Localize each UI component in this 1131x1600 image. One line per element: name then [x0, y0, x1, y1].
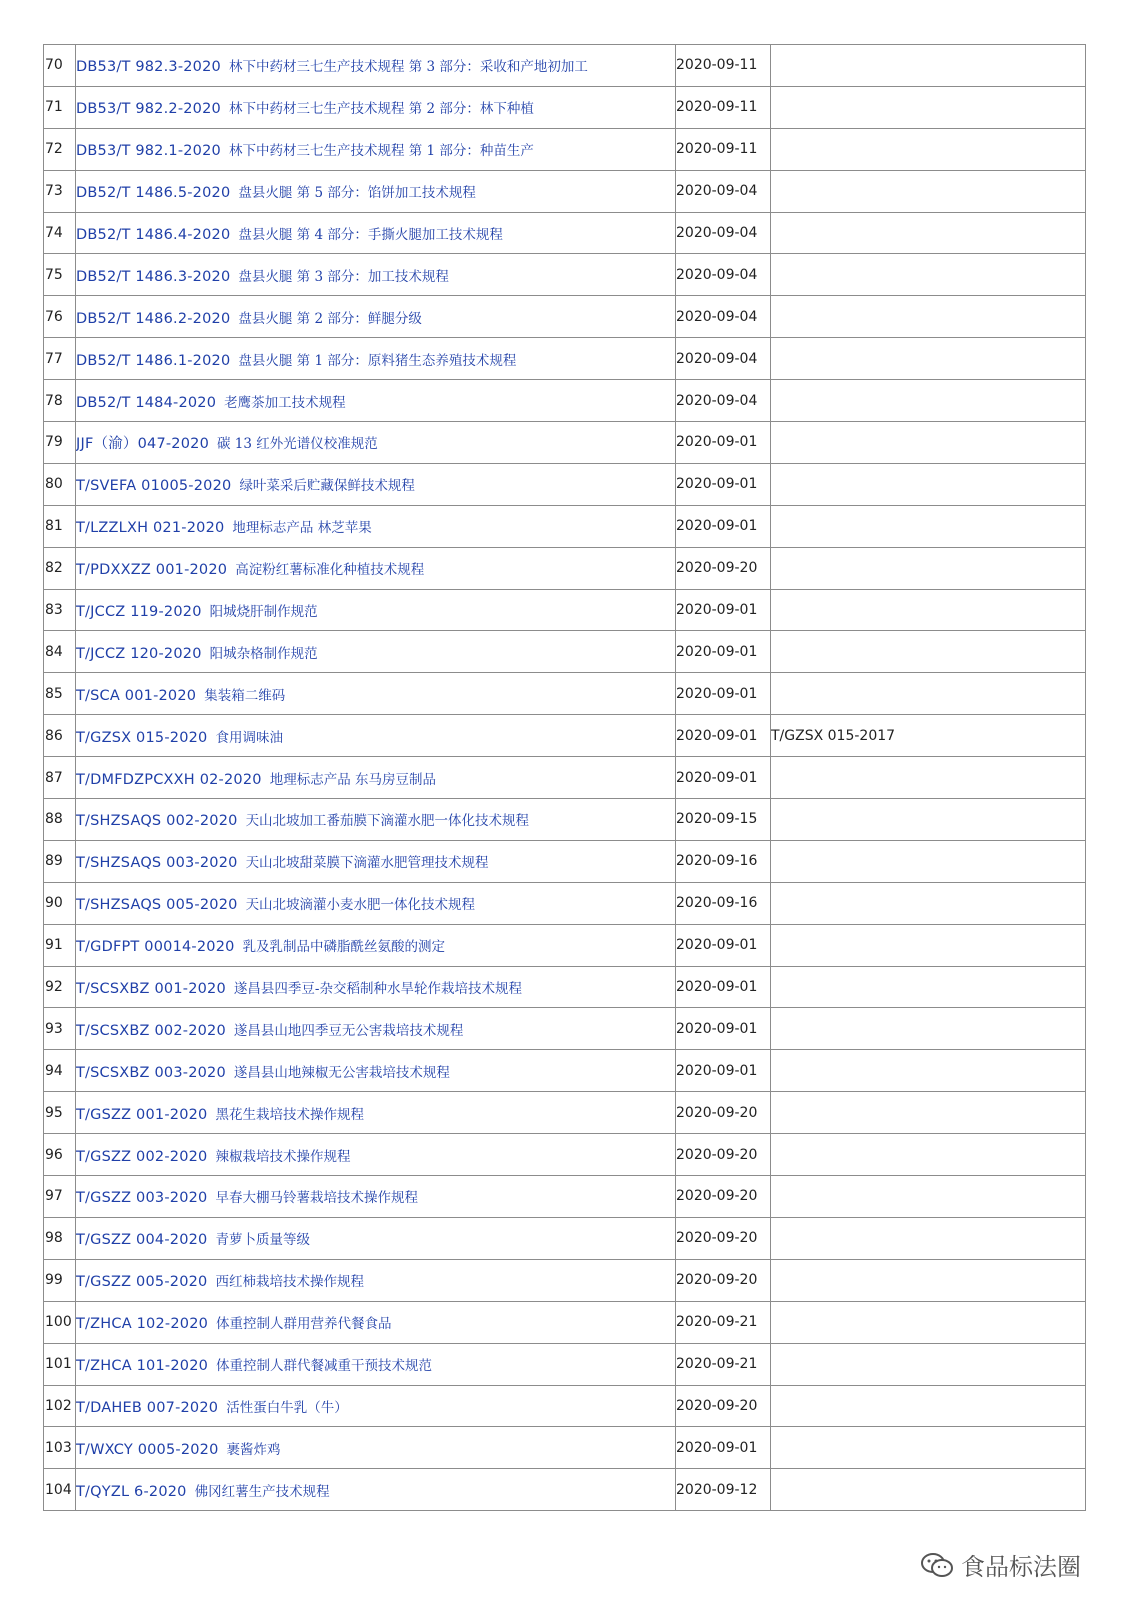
- table-row: [44, 422, 1086, 464]
- standard-code-link[interactable]: T/JCCZ 120-2020: [76, 645, 202, 662]
- replaced-standard: [771, 589, 1086, 631]
- standard-title-link[interactable]: 地理标志产品 林芝苹果: [232, 520, 372, 537]
- implementation-date: 2020-09-01: [676, 505, 771, 547]
- row-number: 76: [44, 296, 76, 338]
- implementation-date: 2020-09-20: [676, 1259, 771, 1301]
- standard-title-link[interactable]: 青萝卜质量等级: [215, 1232, 310, 1249]
- table-row: [44, 840, 1086, 882]
- implementation-date: 2020-09-01: [676, 715, 771, 757]
- standard-cell: [76, 1301, 676, 1343]
- table-row: [44, 547, 1086, 589]
- standard-cell: [76, 1134, 676, 1176]
- implementation-date: 2020-09-21: [676, 1301, 771, 1343]
- standard-title-link[interactable]: 活性蛋白牛乳（牛）: [226, 1399, 348, 1416]
- implementation-date: 2020-09-01: [676, 631, 771, 673]
- replaced-standard: [771, 547, 1086, 589]
- standard-title-link[interactable]: 盘县火腿 第 2 部分：鲜腿分级: [238, 310, 422, 327]
- replaced-standard: [771, 463, 1086, 505]
- standard-title-link[interactable]: 乳及乳制品中磷脂酰丝氨酸的测定: [242, 939, 446, 956]
- standard-title-link[interactable]: 体重控制人群代餐减重干预技术规范: [216, 1358, 433, 1375]
- replaced-standard: [771, 1301, 1086, 1343]
- implementation-date: 2020-09-11: [676, 45, 771, 87]
- standard-title-link[interactable]: 遂昌县山地辣椒无公害栽培技术规程: [233, 1064, 450, 1081]
- replaced-standard: [771, 212, 1086, 254]
- standard-title-link[interactable]: 阳城杂格制作规范: [209, 645, 318, 662]
- table-row: [44, 86, 1086, 128]
- row-number: 99: [44, 1259, 76, 1301]
- standard-cell: [76, 1050, 676, 1092]
- standard-code-link[interactable]: T/GZSX 015-2020: [76, 729, 208, 746]
- standard-cell: [76, 589, 676, 631]
- implementation-date: 2020-09-12: [676, 1469, 771, 1511]
- standard-title-link[interactable]: 天山北坡滴灌小麦水肥一体化技术规程: [245, 897, 476, 914]
- standard-title-link[interactable]: 地理标志产品 东马房豆制品: [269, 771, 436, 788]
- standard-code-link[interactable]: T/GSZZ 003-2020: [76, 1190, 208, 1207]
- implementation-date: 2020-09-20: [676, 1385, 771, 1427]
- standard-cell: [76, 1427, 676, 1469]
- row-number: 81: [44, 505, 76, 547]
- table-row: [44, 924, 1086, 966]
- replaced-standard: [771, 799, 1086, 841]
- standard-cell: [76, 631, 676, 673]
- standard-title-link[interactable]: 食用调味油: [215, 729, 283, 746]
- table-row: [44, 1385, 1086, 1427]
- replaced-standard: [771, 1343, 1086, 1385]
- replaced-standard: [771, 296, 1086, 338]
- table-row: [44, 1092, 1086, 1134]
- standard-code-link[interactable]: T/GSZZ 005-2020: [76, 1274, 208, 1291]
- implementation-date: 2020-09-20: [676, 1176, 771, 1218]
- standard-title-link[interactable]: 林下中药材三七生产技术规程 第 1 部分：种苗生产: [228, 143, 534, 160]
- standard-title-link[interactable]: 早春大棚马铃薯栽培技术操作规程: [215, 1190, 418, 1207]
- table-row: [44, 715, 1086, 757]
- table-row: [44, 1301, 1086, 1343]
- implementation-date: 2020-09-01: [676, 757, 771, 799]
- standard-code-link[interactable]: T/GSZZ 004-2020: [76, 1232, 208, 1249]
- row-number: 88: [44, 799, 76, 841]
- table-row: [44, 296, 1086, 338]
- standard-cell: [76, 547, 676, 589]
- standard-title-link[interactable]: 天山北坡加工番茄膜下滴灌水肥一体化技术规程: [245, 813, 530, 830]
- standard-title-link[interactable]: 辣椒栽培技术操作规程: [215, 1148, 351, 1165]
- replaced-standard: [771, 170, 1086, 212]
- standard-title-link[interactable]: 林下中药材三七生产技术规程 第 2 部分：林下种植: [228, 101, 534, 118]
- standard-title-link[interactable]: 碳 13 红外光谱仪校准规范: [217, 435, 378, 452]
- row-number: 102: [44, 1385, 76, 1427]
- standard-code-link[interactable]: T/SHZSAQS 005-2020: [76, 897, 238, 914]
- replaced-standard: [771, 45, 1086, 87]
- row-number: 86: [44, 715, 76, 757]
- implementation-date: 2020-09-04: [676, 380, 771, 422]
- table-row: [44, 673, 1086, 715]
- row-number: 79: [44, 422, 76, 464]
- table-row: [44, 128, 1086, 170]
- standard-code-link[interactable]: T/LZZLXH 021-2020: [76, 520, 225, 537]
- standard-code-link[interactable]: T/WXCY 0005-2020: [76, 1441, 219, 1458]
- wechat-icon: [919, 1551, 955, 1579]
- standard-cell: [76, 882, 676, 924]
- replaced-standard: [771, 882, 1086, 924]
- standard-cell: [76, 1092, 676, 1134]
- standard-title-link[interactable]: 盘县火腿 第 3 部分：加工技术规程: [238, 268, 449, 285]
- standard-cell: [76, 254, 676, 296]
- row-number: 84: [44, 631, 76, 673]
- table-row: [44, 799, 1086, 841]
- replaced-standard: [771, 673, 1086, 715]
- standard-cell: [76, 799, 676, 841]
- replaced-standard: [771, 1259, 1086, 1301]
- implementation-date: 2020-09-11: [676, 86, 771, 128]
- standard-cell: [76, 1008, 676, 1050]
- standard-title-link[interactable]: 盘县火腿 第 1 部分：原料猪生态养殖技术规程: [238, 352, 517, 369]
- implementation-date: 2020-09-04: [676, 254, 771, 296]
- standard-code-link[interactable]: T/DMFDZPCXXH 02-2020: [76, 771, 262, 788]
- standard-cell: [76, 840, 676, 882]
- replaced-standard: [771, 924, 1086, 966]
- table-row: [44, 212, 1086, 254]
- standard-code-link[interactable]: DB52/T 1484-2020: [76, 394, 217, 411]
- row-number: 74: [44, 212, 76, 254]
- implementation-date: 2020-09-20: [676, 1134, 771, 1176]
- implementation-date: 2020-09-21: [676, 1343, 771, 1385]
- standards-table-body: [44, 45, 1086, 1511]
- replaced-standard: T/GZSX 015-2017: [771, 715, 1086, 757]
- row-number: 96: [44, 1134, 76, 1176]
- standard-cell: [76, 170, 676, 212]
- standard-code-link[interactable]: T/SCSXBZ 002-2020: [76, 1022, 226, 1039]
- standard-code-link[interactable]: T/GSZZ 001-2020: [76, 1106, 208, 1123]
- table-row: [44, 631, 1086, 673]
- standard-title-link[interactable]: 绿叶菜采后贮藏保鲜技术规程: [239, 478, 415, 495]
- standard-title-link[interactable]: 集装箱二维码: [204, 687, 286, 704]
- implementation-date: 2020-09-01: [676, 1427, 771, 1469]
- table-row: [44, 882, 1086, 924]
- standard-code-link[interactable]: T/QYZL 6-2020: [76, 1483, 187, 1500]
- row-number: 98: [44, 1217, 76, 1259]
- table-row: [44, 505, 1086, 547]
- standard-code-link[interactable]: DB53/T 982.2-2020: [76, 101, 221, 118]
- row-number: 72: [44, 128, 76, 170]
- standard-title-link[interactable]: 高淀粉红薯标准化种植技术规程: [235, 562, 425, 579]
- implementation-date: 2020-09-01: [676, 924, 771, 966]
- standard-code-link[interactable]: DB52/T 1486.3-2020: [76, 268, 231, 285]
- standard-cell: [76, 715, 676, 757]
- standard-cell: [76, 1469, 676, 1511]
- replaced-standard: [771, 1217, 1086, 1259]
- standard-code-link[interactable]: T/SCSXBZ 003-2020: [76, 1064, 226, 1081]
- standard-code-link[interactable]: JJF（渝）047-2020: [76, 435, 210, 452]
- row-number: 87: [44, 757, 76, 799]
- standard-code-link[interactable]: T/SCA 001-2020: [76, 687, 197, 704]
- row-number: 90: [44, 882, 76, 924]
- row-number: 78: [44, 380, 76, 422]
- row-number: 85: [44, 673, 76, 715]
- implementation-date: 2020-09-01: [676, 589, 771, 631]
- table-row: [44, 380, 1086, 422]
- row-number: 80: [44, 463, 76, 505]
- table-row: [44, 170, 1086, 212]
- replaced-standard: [771, 86, 1086, 128]
- row-number: 104: [44, 1469, 76, 1511]
- standard-title-link[interactable]: 天山北坡甜菜膜下滴灌水肥管理技术规程: [245, 855, 489, 872]
- standard-title-link[interactable]: 遂昌县山地四季豆无公害栽培技术规程: [233, 1022, 464, 1039]
- standard-cell: [76, 422, 676, 464]
- standard-cell: [76, 338, 676, 380]
- replaced-standard: [771, 1008, 1086, 1050]
- row-number: 91: [44, 924, 76, 966]
- standard-cell: [76, 924, 676, 966]
- standard-title-link[interactable]: 阳城烧肝制作规范: [209, 604, 318, 621]
- row-number: 93: [44, 1008, 76, 1050]
- row-number: 83: [44, 589, 76, 631]
- replaced-standard: [771, 1050, 1086, 1092]
- implementation-date: 2020-09-11: [676, 128, 771, 170]
- standard-cell: [76, 1259, 676, 1301]
- implementation-date: 2020-09-04: [676, 338, 771, 380]
- table-row: [44, 757, 1086, 799]
- replaced-standard: [771, 631, 1086, 673]
- standard-cell: [76, 1176, 676, 1218]
- replaced-standard: [771, 1469, 1086, 1511]
- standard-code-link[interactable]: T/ZHCA 102-2020: [76, 1316, 209, 1333]
- implementation-date: 2020-09-01: [676, 1008, 771, 1050]
- standard-cell: [76, 296, 676, 338]
- table-row: [44, 338, 1086, 380]
- table-row: [44, 1259, 1086, 1301]
- standard-code-link[interactable]: T/SVEFA 01005-2020: [76, 478, 232, 495]
- standard-code-link[interactable]: T/JCCZ 119-2020: [76, 604, 202, 621]
- row-number: 89: [44, 840, 76, 882]
- standard-code-link[interactable]: T/ZHCA 101-2020: [76, 1358, 209, 1375]
- table-row: [44, 1008, 1086, 1050]
- table-row: [44, 1469, 1086, 1511]
- row-number: 73: [44, 170, 76, 212]
- standard-code-link[interactable]: DB52/T 1486.2-2020: [76, 310, 231, 327]
- implementation-date: 2020-09-16: [676, 882, 771, 924]
- standard-title-link[interactable]: 林下中药材三七生产技术规程 第 3 部分：采收和产地初加工: [228, 59, 588, 76]
- table-row: [44, 1134, 1086, 1176]
- table-row: [44, 1427, 1086, 1469]
- standards-table: [43, 44, 1086, 1511]
- standard-code-link[interactable]: DB52/T 1486.5-2020: [76, 185, 231, 202]
- standard-code-link[interactable]: T/DAHEB 007-2020: [76, 1399, 219, 1416]
- row-number: 82: [44, 547, 76, 589]
- standard-title-link[interactable]: 遂昌县四季豆-杂交稻制种水旱轮作栽培技术规程: [233, 981, 522, 998]
- standard-title-link[interactable]: 体重控制人群用营养代餐食品: [216, 1316, 392, 1333]
- standard-title-link[interactable]: 黑花生栽培技术操作规程: [215, 1106, 364, 1123]
- standard-title-link[interactable]: 西红柿栽培技术操作规程: [215, 1274, 364, 1291]
- row-number: 103: [44, 1427, 76, 1469]
- implementation-date: 2020-09-01: [676, 463, 771, 505]
- row-number: 100: [44, 1301, 76, 1343]
- replaced-standard: [771, 380, 1086, 422]
- table-row: [44, 1343, 1086, 1385]
- implementation-date: 2020-09-01: [676, 422, 771, 464]
- table-row: [44, 45, 1086, 87]
- table-row: [44, 589, 1086, 631]
- standard-cell: [76, 1343, 676, 1385]
- replaced-standard: [771, 1427, 1086, 1469]
- replaced-standard: [771, 338, 1086, 380]
- implementation-date: 2020-09-01: [676, 966, 771, 1008]
- standard-cell: [76, 380, 676, 422]
- standard-code-link[interactable]: DB53/T 982.1-2020: [76, 143, 221, 160]
- implementation-date: 2020-09-15: [676, 799, 771, 841]
- standard-cell: [76, 45, 676, 87]
- standard-code-link[interactable]: T/SHZSAQS 002-2020: [76, 813, 238, 830]
- standard-code-link[interactable]: T/PDXXZZ 001-2020: [76, 562, 228, 579]
- standard-cell: [76, 212, 676, 254]
- row-number: 71: [44, 86, 76, 128]
- replaced-standard: [771, 1134, 1086, 1176]
- standard-cell: [76, 86, 676, 128]
- row-number: 75: [44, 254, 76, 296]
- row-number: 94: [44, 1050, 76, 1092]
- standard-cell: [76, 673, 676, 715]
- standard-cell: [76, 1217, 676, 1259]
- table-row: [44, 1050, 1086, 1092]
- row-number: 97: [44, 1176, 76, 1218]
- standard-title-link[interactable]: 盘县火腿 第 4 部分：手撕火腿加工技术规程: [238, 227, 503, 243]
- standard-code-link[interactable]: T/GSZZ 002-2020: [76, 1148, 208, 1165]
- replaced-standard: [771, 254, 1086, 296]
- implementation-date: 2020-09-20: [676, 1092, 771, 1134]
- standard-code-link[interactable]: T/SCSXBZ 001-2020: [76, 981, 226, 998]
- standard-title-link[interactable]: 盘县火腿 第 5 部分：馅饼加工技术规程: [238, 185, 476, 202]
- row-number: 95: [44, 1092, 76, 1134]
- replaced-standard: [771, 966, 1086, 1008]
- row-number: 101: [44, 1343, 76, 1385]
- standard-cell: [76, 505, 676, 547]
- replaced-standard: [771, 1385, 1086, 1427]
- standard-cell: [76, 463, 676, 505]
- row-number: 77: [44, 338, 76, 380]
- row-number: 92: [44, 966, 76, 1008]
- table-row: [44, 966, 1086, 1008]
- implementation-date: 2020-09-04: [676, 212, 771, 254]
- implementation-date: 2020-09-01: [676, 1050, 771, 1092]
- implementation-date: 2020-09-04: [676, 170, 771, 212]
- table-row: [44, 463, 1086, 505]
- standard-code-link[interactable]: T/SHZSAQS 003-2020: [76, 855, 238, 872]
- implementation-date: 2020-09-04: [676, 296, 771, 338]
- standard-code-link[interactable]: DB52/T 1486.1-2020: [76, 352, 231, 369]
- row-number: 70: [44, 45, 76, 87]
- replaced-standard: [771, 128, 1086, 170]
- table-row: [44, 1176, 1086, 1218]
- table-row: [44, 1217, 1086, 1259]
- replaced-standard: [771, 757, 1086, 799]
- implementation-date: 2020-09-01: [676, 673, 771, 715]
- standard-cell: [76, 757, 676, 799]
- standard-cell: [76, 966, 676, 1008]
- implementation-date: 2020-09-16: [676, 840, 771, 882]
- standard-code-link[interactable]: T/GDFPT 00014-2020: [76, 939, 235, 956]
- standard-title-link[interactable]: 老鹰茶加工技术规程: [224, 394, 346, 411]
- standard-code-link[interactable]: DB52/T 1486.4-2020: [76, 227, 231, 243]
- standard-code-link[interactable]: DB53/T 982.3-2020: [76, 59, 221, 76]
- replaced-standard: [771, 422, 1086, 464]
- replaced-standard: [771, 840, 1086, 882]
- replaced-standard: [771, 505, 1086, 547]
- standard-cell: [76, 128, 676, 170]
- replaced-standard: [771, 1176, 1086, 1218]
- standard-title-link[interactable]: 佛冈红薯生产技术规程: [194, 1483, 330, 1500]
- watermark-text: 食品标法圈: [961, 1553, 1081, 1581]
- standard-cell: [76, 1385, 676, 1427]
- implementation-date: 2020-09-20: [676, 1217, 771, 1259]
- implementation-date: 2020-09-20: [676, 547, 771, 589]
- watermark: [919, 1547, 1081, 1582]
- replaced-standard: [771, 1092, 1086, 1134]
- standard-title-link[interactable]: 裹酱炸鸡: [226, 1441, 281, 1458]
- table-row: [44, 254, 1086, 296]
